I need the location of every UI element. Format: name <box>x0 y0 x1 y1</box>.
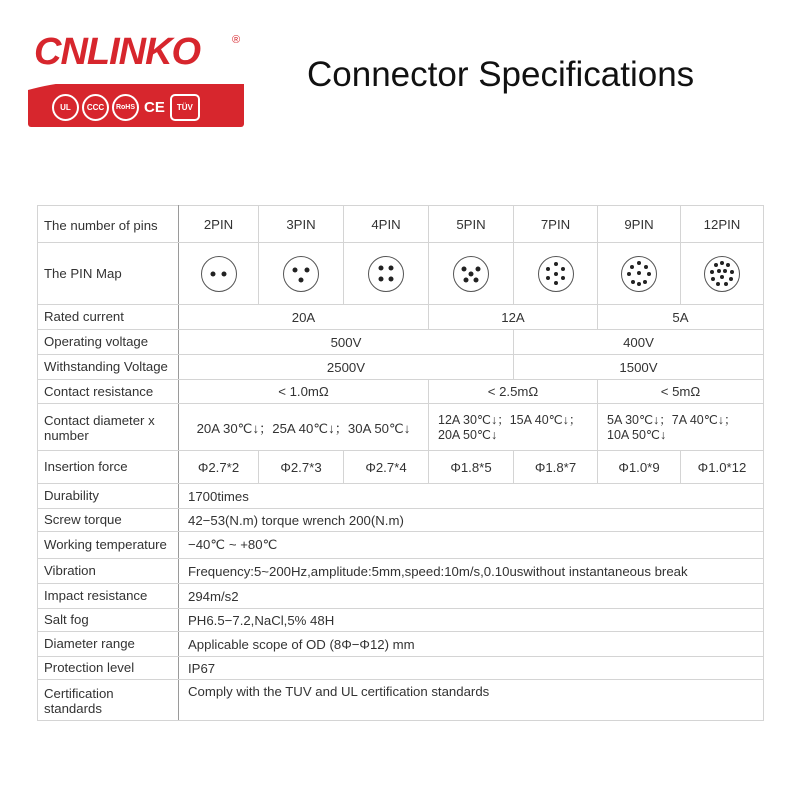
certification-marks <box>52 92 200 122</box>
value-cell: 20A <box>179 305 429 330</box>
row-screw-torque <box>38 509 764 532</box>
row-label: Protection level <box>38 657 179 680</box>
rohs-mark-icon: RoHS <box>112 94 139 121</box>
value-cell: IP67 <box>179 657 764 680</box>
pin-map-cell <box>681 243 764 305</box>
row-label: Impact resistance <box>38 584 179 609</box>
pin-map-cell <box>514 243 598 305</box>
row-protection-level <box>38 657 764 680</box>
pin-map-cell <box>179 243 259 305</box>
value-cell: 5A 30℃↓；7A 40℃↓；10A 50℃↓ <box>598 404 764 451</box>
pin-map-9-icon <box>621 256 657 292</box>
tuv-mark-icon: TÜV <box>170 94 200 121</box>
row-contact-resistance <box>38 380 764 404</box>
row-working-temperature <box>38 532 764 559</box>
value-cell: 20A 30℃↓；25A 40℃↓；30A 50℃↓ <box>179 404 429 451</box>
ce-mark-icon: CE <box>144 98 165 116</box>
pin-map-5-icon <box>453 256 489 292</box>
ul-mark-icon: UL <box>52 94 79 121</box>
row-diameter-range <box>38 632 764 657</box>
row-operating-voltage <box>38 330 764 355</box>
row-insertion-force <box>38 451 764 484</box>
value-cell: Φ2.7*3 <box>259 451 344 484</box>
value-cell: Comply with the TUV and UL certification standards <box>179 680 764 721</box>
value-cell: Frequency:5~200Hz,amplitude:5mm,speed:10m/s,0.10uswithout instantaneous break <box>179 559 764 584</box>
row-label: Working temperature <box>38 532 179 559</box>
pin-count-cell: 2PIN <box>179 206 259 243</box>
pin-map-cell <box>598 243 681 305</box>
row-contact-diameter <box>38 404 764 451</box>
pin-count-cell: 9PIN <box>598 206 681 243</box>
value-cell: Φ2.7*4 <box>344 451 429 484</box>
value-cell: < 1.0mΩ <box>179 380 429 404</box>
value-cell: −40℃ ~ +80℃ <box>179 532 764 559</box>
value-cell: Φ1.0*12 <box>681 451 764 484</box>
pin-count-cell: 4PIN <box>344 206 429 243</box>
value-cell: < 5mΩ <box>598 380 764 404</box>
pin-count-cell: 7PIN <box>514 206 598 243</box>
value-cell: 12A <box>429 305 598 330</box>
logo-text: CNLINKO <box>34 31 201 73</box>
value-cell: Φ1.8*5 <box>429 451 514 484</box>
row-withstanding-voltage <box>38 355 764 380</box>
row-label: Salt fog <box>38 609 179 632</box>
value-cell: 12A 30℃↓；15A 40℃↓；20A 50℃↓ <box>429 404 598 451</box>
row-label: Certification standards <box>38 680 179 721</box>
registered-mark: ® <box>232 34 241 46</box>
pin-map-12-icon <box>704 256 740 292</box>
row-label: Rated current <box>38 305 179 330</box>
row-salt-fog <box>38 609 764 632</box>
row-vibration <box>38 559 764 584</box>
value-cell: 500V <box>179 330 514 355</box>
row-label: Contact resistance <box>38 380 179 404</box>
value-cell: 1700times <box>179 484 764 509</box>
row-label: Screw torque <box>38 509 179 532</box>
row-label: Vibration <box>38 559 179 584</box>
pin-map-cell <box>429 243 514 305</box>
row-label: Durability <box>38 484 179 509</box>
value-cell: < 2.5mΩ <box>429 380 598 404</box>
spec-table <box>37 205 764 721</box>
row-label: Diameter range <box>38 632 179 657</box>
pin-map-3-icon <box>283 256 319 292</box>
ccc-mark-icon: CCC <box>82 94 109 121</box>
pin-map-4-icon <box>368 256 404 292</box>
pin-map-cell <box>344 243 429 305</box>
value-cell: 2500V <box>179 355 514 380</box>
row-label: Operating voltage <box>38 330 179 355</box>
row-label: Withstanding Voltage <box>38 355 179 380</box>
value-cell: Φ2.7*2 <box>179 451 259 484</box>
pin-count-cell: 12PIN <box>681 206 764 243</box>
pin-map-2-icon <box>201 256 237 292</box>
row-label: The PIN Map <box>38 243 179 305</box>
pin-count-cell: 3PIN <box>259 206 344 243</box>
value-cell: 5A <box>598 305 764 330</box>
value-cell: Φ1.0*9 <box>598 451 681 484</box>
value-cell: 1500V <box>514 355 764 380</box>
value-cell: Applicable scope of OD (8Φ−Φ12) mm <box>179 632 764 657</box>
value-cell: PH6.5−7.2,NaCl,5% 48H <box>179 609 764 632</box>
row-label: Contact diameter x number <box>38 404 179 451</box>
row-rated-current <box>38 305 764 330</box>
row-pin-map <box>38 243 764 305</box>
row-impact-resistance <box>38 584 764 609</box>
row-certification <box>38 680 764 721</box>
row-label: Insertion force <box>38 451 179 484</box>
value-cell: 294m/s2 <box>179 584 764 609</box>
row-durability <box>38 484 764 509</box>
value-cell: Φ1.8*7 <box>514 451 598 484</box>
value-cell: 400V <box>514 330 764 355</box>
brand-logo <box>28 22 244 127</box>
pin-map-7-icon <box>538 256 574 292</box>
value-cell: 42−53(N.m) torque wrench 200(N.m) <box>179 509 764 532</box>
row-label: The number of pins <box>38 206 179 243</box>
pin-map-cell <box>259 243 344 305</box>
page-title: Connector Specifications <box>307 55 695 94</box>
pin-count-cell: 5PIN <box>429 206 514 243</box>
row-pins <box>38 206 764 243</box>
